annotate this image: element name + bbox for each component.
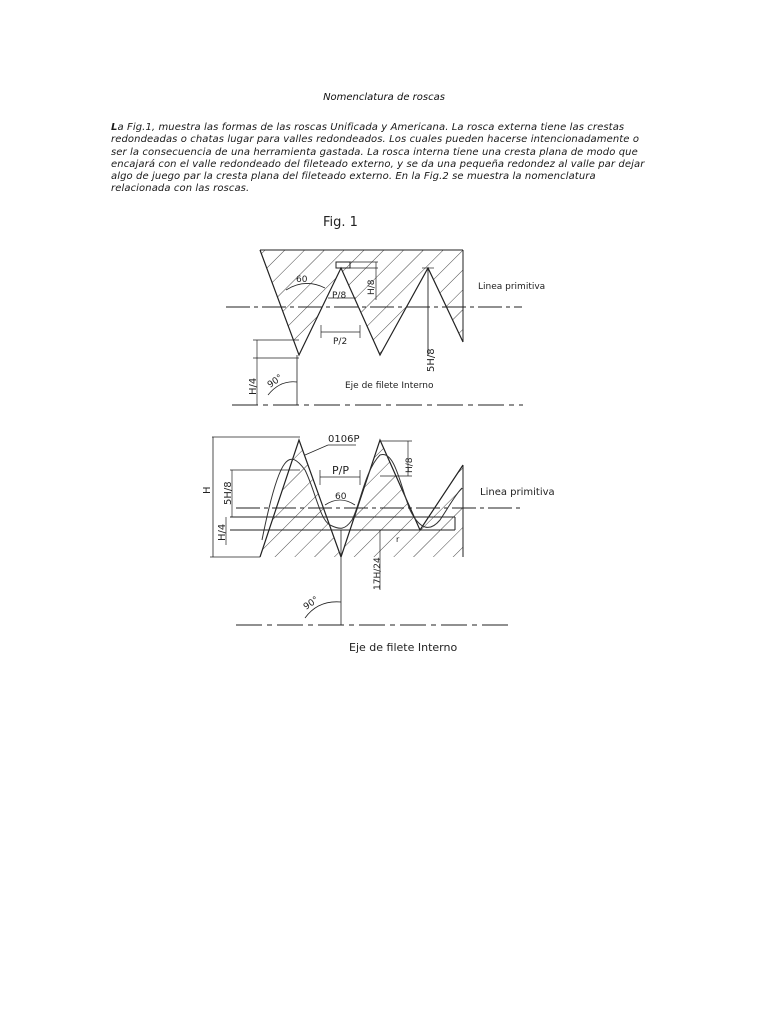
fig2-17h24-label: 17H/24 [373, 557, 383, 590]
fig2-callout-leader [305, 445, 328, 455]
fig1-p2-label: P/2 [333, 337, 348, 347]
fig2-axis-label: Eje de filete Interno [349, 641, 458, 654]
document-title: Nomenclatura de roscas [323, 92, 445, 103]
fig1-axis-label: Eje de filete Interno [345, 381, 434, 391]
paragraph-line-4: encajará con el valle redondeado del fileteado externo, y se da una pequeña redondez al valle par dejar [111, 158, 645, 170]
fig1-h8-label: H/8 [367, 279, 377, 295]
paragraph-line-2: redondeadas o chatas lugar para valles redondeados. Los cuales pueden hacerse intencionadamente o [111, 134, 640, 146]
paragraph-line-3: ser la consecuencia de una herramienta gastada. La rosca interna tiene una cresta plana de modo que [111, 146, 638, 158]
fig1-pitch-line-label: Linea primitiva [478, 282, 546, 292]
fig2-angle-label: 60 [335, 492, 347, 502]
fig1-caption: Fig. 1 [323, 215, 358, 230]
fig1-angle-label: 60 [296, 275, 308, 285]
fig2-5h8-label: 5H/8 [223, 481, 234, 505]
fig2-callout-label: 0106P [328, 434, 360, 445]
fig2-small-mark: r [396, 535, 400, 544]
fig2-pp-label: P/P [332, 464, 349, 477]
paragraph-lead-letter: L [111, 122, 118, 133]
fig1-h4-label: H/4 [248, 377, 259, 395]
paragraph-line-1: La Fig.1, muestra las formas de las roscas Unificada y Americana. La rosca externa tiene las crestas [111, 122, 625, 133]
fig2-pitch-line-label: Linea primitiva [480, 487, 555, 498]
fig2-h8-label: H/8 [405, 457, 415, 473]
fig2-h-label: H [202, 486, 213, 494]
paragraph-line-6: relacionada con las roscas. [111, 183, 250, 195]
fig2-diagram [202, 434, 555, 654]
fig1-p8-label: P/8 [332, 291, 347, 301]
fig1-5h8-label: 5H/8 [426, 348, 437, 372]
fig2-h4-label: H/4 [217, 523, 228, 541]
paragraph-line-5: algo de juego par la cresta plana del fileteado externo. En la Fig.2 se muestra la nomenclatura [111, 171, 596, 183]
fig1-diagram [226, 245, 545, 405]
fig2-root-angle-label: 90° [301, 595, 321, 613]
fig1-root-angle-label: 90° [265, 373, 285, 391]
fig1-hatch-area [250, 245, 470, 365]
